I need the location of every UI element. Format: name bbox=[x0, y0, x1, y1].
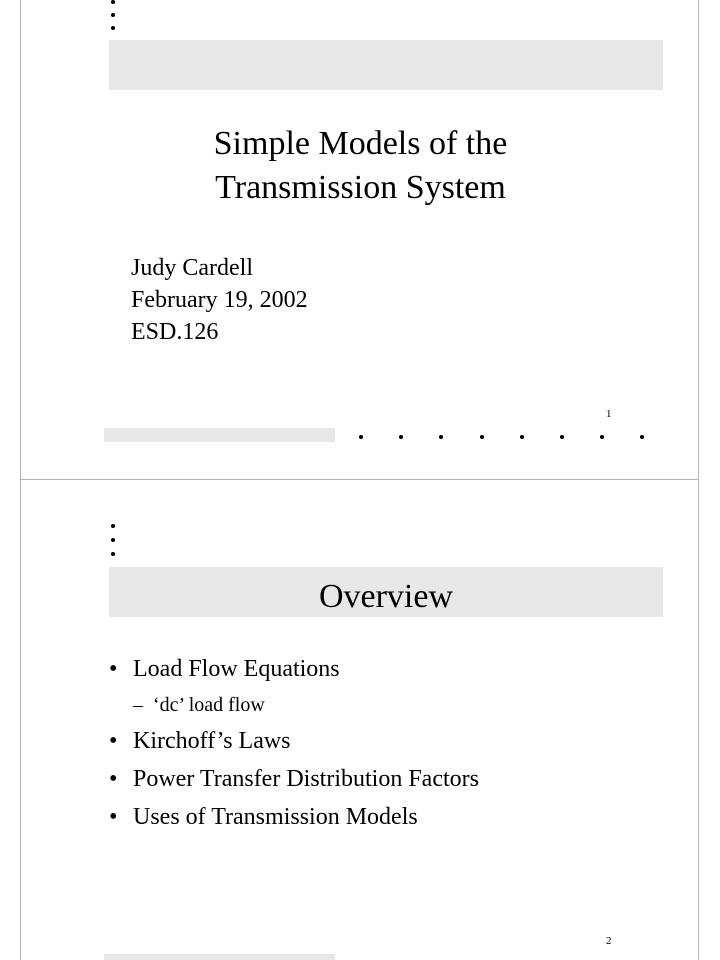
bullet-item: • Uses of Transmission Models bbox=[109, 798, 479, 836]
slide-2 bbox=[20, 480, 699, 960]
presentation-date: February 19, 2002 bbox=[131, 287, 308, 313]
bullet-list bbox=[109, 650, 479, 836]
slide-title-line-2: Transmission System bbox=[215, 169, 506, 206]
bullet-item: • Power Transfer Distribution Factors bbox=[109, 760, 479, 798]
bullet-item: • Kirchoff’s Laws bbox=[109, 722, 479, 760]
bullet-item: • Load Flow Equations bbox=[109, 650, 479, 688]
footer-bar bbox=[104, 954, 335, 960]
slide-title-line-1: Simple Models of the bbox=[213, 125, 508, 162]
slide-heading: Overview bbox=[318, 578, 454, 615]
page-number: 2 bbox=[606, 935, 612, 947]
course-number: ESD.126 bbox=[131, 319, 219, 345]
author-name: Judy Cardell bbox=[131, 255, 253, 281]
page-number: 1 bbox=[606, 408, 612, 420]
header-bar bbox=[109, 40, 663, 90]
footer-bar bbox=[104, 428, 335, 442]
author-block bbox=[131, 252, 308, 348]
sub-bullet-item: – ‘dc’ load flow bbox=[109, 688, 479, 722]
slide-1 bbox=[20, 0, 699, 480]
